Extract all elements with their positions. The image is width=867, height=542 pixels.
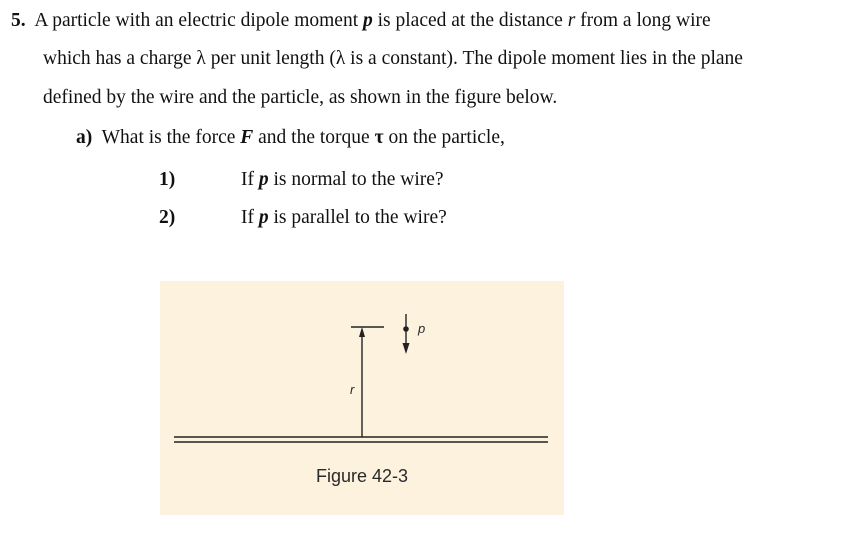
force-symbol: F	[240, 127, 254, 148]
figure-caption: Figure 42-3	[315, 466, 409, 486]
problem-line-3: defined by the wire and the particle, as shown in the figure below.	[43, 87, 558, 108]
part-a-question	[76, 126, 505, 150]
problem-line-2: which has a charge λ per unit length (λ is a constant). The dipole moment lies in the plane	[43, 48, 743, 69]
subitem-2-post: is parallel to the wire?	[268, 207, 447, 228]
subitem-1-number: 1)	[159, 169, 176, 190]
dipole-symbol: p	[363, 10, 373, 31]
dipole-particle	[403, 326, 409, 332]
problem-line-1-pre: A particle with an electric dipole moment	[34, 10, 363, 31]
part-a-pre: What is the force	[101, 127, 241, 148]
distance-label: r	[350, 382, 355, 397]
subitem-1-text	[241, 168, 444, 192]
subitem-2-number: 2)	[159, 207, 176, 228]
subitem-1-pre: If	[241, 169, 259, 190]
subitem-2-dipole: p	[258, 207, 269, 228]
part-a-post: on the particle,	[383, 127, 505, 148]
subitem-1-post: is normal to the wire?	[268, 169, 444, 190]
distance-arrowhead	[359, 327, 365, 337]
problem-number: 5.	[11, 10, 26, 31]
subitem-2-pre: If	[241, 207, 259, 228]
subitem-2-text	[241, 206, 447, 230]
part-a-label: a)	[76, 127, 93, 148]
figure-panel	[160, 281, 564, 515]
problem-line-1	[11, 9, 711, 33]
dipole-label: p	[418, 321, 426, 336]
subitem-1-dipole: p	[258, 169, 269, 190]
torque-symbol: τ	[374, 127, 384, 148]
problem-line-1-post: from a long wire	[575, 10, 711, 31]
problem-line-1-mid: is placed at the distance	[372, 10, 568, 31]
part-a-mid: and the torque	[253, 127, 375, 148]
dipole-arrowhead	[403, 343, 410, 354]
distance-symbol: r	[567, 10, 576, 31]
